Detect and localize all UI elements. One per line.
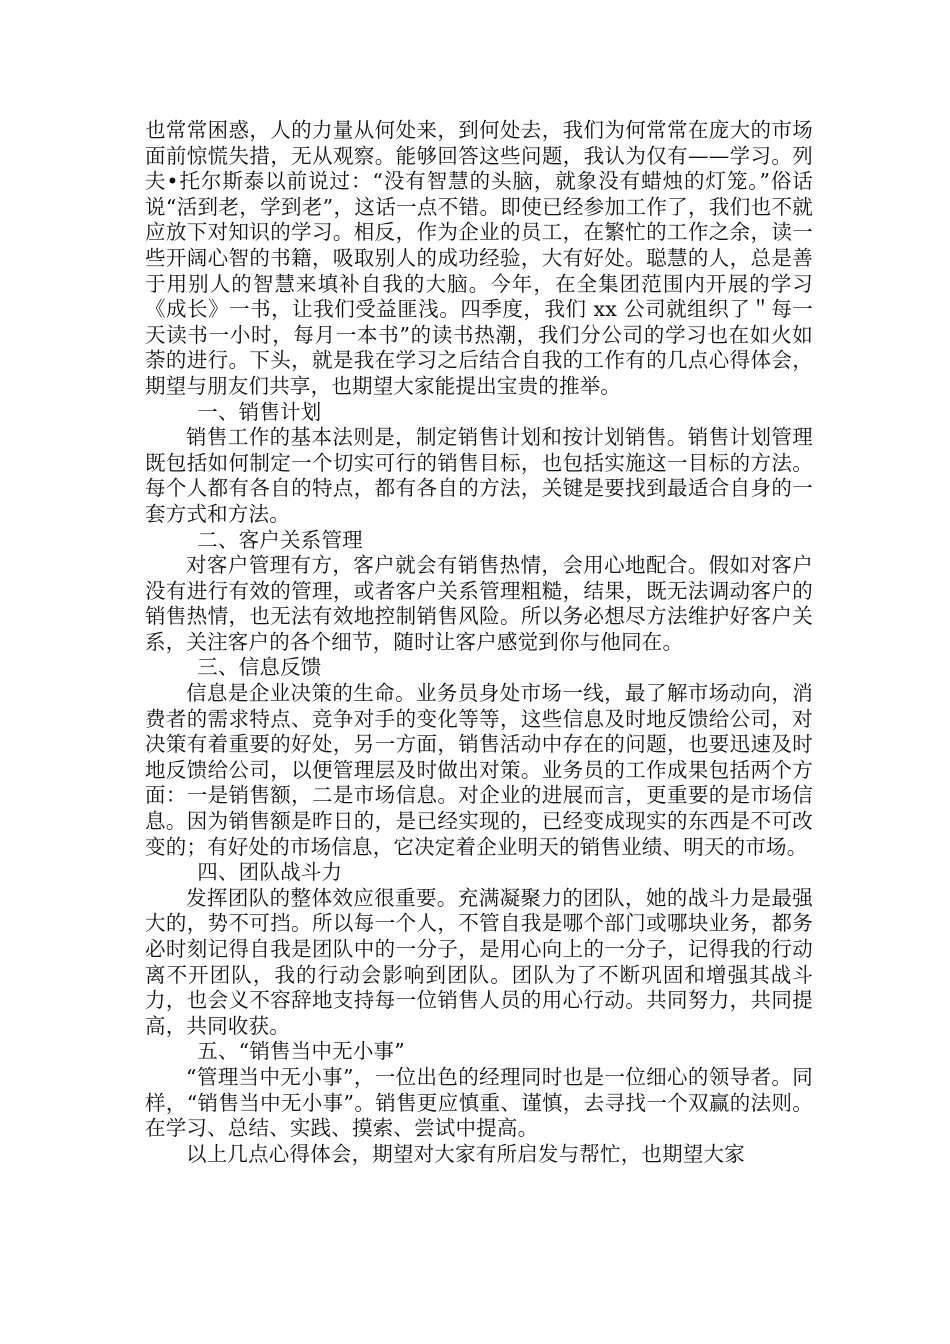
customer-relations-paragraph: 对客户管理有方，客户就会有销售热情，会用心地配合。假如对客户没有进行有效的管理，或者客户关系管理粗糙，结果，既无法调动客户的销售热情，也无法有效地控制销售风险。所以务必想尽方法维护好客户关系，关注客户的各个细节，随时让客户感觉到你与他同在。 [145, 553, 813, 654]
document-body [145, 118, 813, 1167]
section-heading-sales-plan: 一、销售计划 [197, 399, 322, 424]
section-heading-no-small-matters: 五、“销售当中无小事” [197, 1039, 405, 1064]
closing-paragraph: 以上几点心得体会，期望对大家有所启发与帮忙，也期望大家 [186, 1141, 745, 1166]
section-heading-team-strength: 四、团队战斗力 [197, 860, 343, 885]
information-feedback-paragraph: 信息是企业决策的生命。业务员身处市场一线，最了解市场动向，消费者的需求特点、竞争对手的变化等等，这些信息及时地反馈给公司，对决策有着重要的好处，另一方面，销售活动中存在的问题，也要迅速及时地反馈给公司，以便管理层及时做出对策。业务员的工作成果包括两个方面：一是销售额，二是市场信息。对企业的进展而言，更重要的是市场信息。因为销售额是昨日的，是已经实现的，已经变成现实的东西是不可改变的；有好处的市场信息，它决定着企业明天的销售业绩、明天的市场。 [145, 681, 813, 859]
no-small-matters-paragraph: “管理当中无小事”，一位出色的经理同时也是一位细心的领导者。同样，“销售当中无小事”。销售更应慎重、谨慎，去寻找一个双赢的法则。在学习、总结、实践、摸索、尝试中提高。 [145, 1064, 813, 1141]
team-strength-paragraph: 发挥团队的整体效应很重要。充满凝聚力的团队，她的战斗力是最强大的，势不可挡。所以每一个人，不管自我是哪个部门或哪块业务，都务必时刻记得自我是团队中的一分子，是用心向上的一分子，记得我的行动离不开团队，我的行动会影响到团队。团队为了不断巩固和增强其战斗力，也会义不容辞地支持每一位销售人员的用心行动。共同努力，共同提高，共同收获。 [145, 885, 813, 1038]
section-heading-customer-relations: 二、客户关系管理 [197, 527, 363, 552]
sales-plan-paragraph: 销售工作的基本法则是，制定销售计划和按计划销售。销售计划管理既包括如何制定一个切实可行的销售目标，也包括实施这一目标的方法。每个人都有各自的特点，都有各自的方法，关键是要找到最适合自身的一套方式和方法。 [145, 425, 813, 526]
section-heading-information-feedback: 三、信息反馈 [197, 655, 322, 680]
intro-paragraph: 也常常困惑，人的力量从何处来，到何处去，我们为何常常在庞大的市场面前惊慌失措，无从观察。能够回答这些问题，我认为仅有——学习。列夫•托尔斯泰以前说过：“没有智慧的头脑，就象没有蜡烛的灯笼。”俗话说“活到老，学到老”，这话一点不错。即使已经参加工作了，我们也不就应放下对知识的学习。相反，作为企业的员工，在繁忙的工作之余，读一些开阔心智的书籍，吸取别人的成功经验，大有好处。聪慧的人，总是善于用别人的智慧来填补自我的大脑。今年，在全集团范围内开展的学习《成长》一书，让我们受益匪浅。四季度，我们 xx 公司就组织了＂每一天读书一小时，每月一本书”的读书热潮，我们分公司的学习也在如火如荼的进行。下头，就是我在学习之后结合自我的工作有的几点心得体会，期望与朋友们共享，也期望大家能提出宝贵的推举。 [145, 118, 813, 398]
